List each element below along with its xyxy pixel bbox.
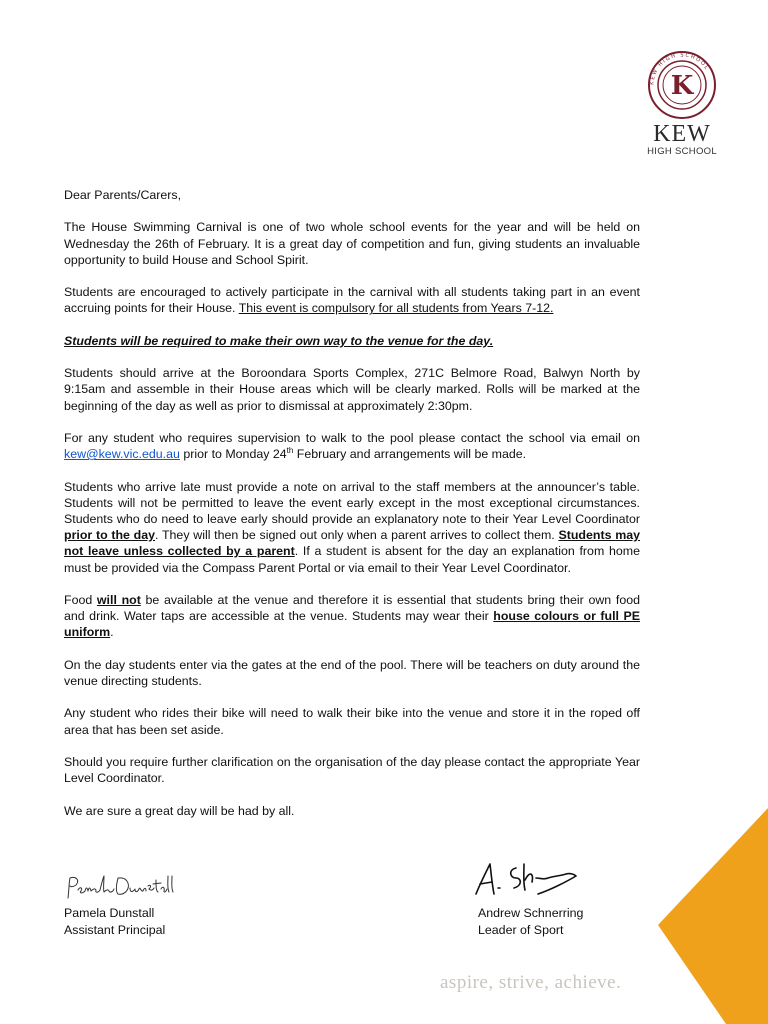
date-suffix: th [286, 446, 294, 456]
paragraph-supervision [64, 430, 640, 462]
will-not-emphasis: will not [96, 592, 141, 607]
signatory-right [478, 905, 583, 939]
letter-body [64, 187, 640, 835]
school-crest-icon [647, 50, 717, 120]
food-mid-text: be available at the venue and therefore it is essential that students bring their own food and drink. Water taps are accessible at the venue. Students may wear their [64, 592, 640, 624]
supervision-text: For any student who requires supervision to walk to the pool please contact the school via email on [64, 430, 640, 445]
collected-by-parent-emphasis: Students may not leave unless collected by a parent [64, 528, 640, 559]
late-arrival-end-text: . If a student is absent for the day an explanation from home must be provided via the Compass Parent Portal or via email to their Year Level Coordinator. [64, 544, 640, 575]
logo-ring-text: KEW HIGH SCHOOL [649, 52, 711, 86]
late-arrival-text: Students who arrive late must provide a note on arrival to the staff members at the announcer’s table. Students will not be permitted to leave the event early except in the most exceptional circumstances. Students who do need to leave early should provide an explanatory note to their Year Level Coordinator [64, 479, 640, 526]
paragraph-bikes: Any student who rides their bike will need to walk their bike into the venue and store it in the roped off area that has been set aside. [64, 706, 640, 737]
paragraph-closing: We are sure a great day will be had by all. [64, 803, 295, 818]
paragraph-arrival: Students should arrive at the Boroondara Sports Complex, 271C Belmore Road, Balwyn North by 9:15am and assemble in their House areas which will be clearly marked. Rolls will be marked at the beginning of the day as well as prior to dismissal at approximately 2:30pm. [64, 366, 640, 413]
paragraph-late-arrival [64, 479, 640, 576]
late-arrival-mid-text: . They will then be signed out only when a parent arrives to collect them. [155, 528, 559, 543]
compulsory-notice: This event is compulsory for all students from Years 7-12. [238, 301, 554, 316]
school-email-link[interactable]: kew@kew.vic.edu.au [64, 447, 180, 462]
signatory-right-title: Leader of Sport [478, 923, 564, 937]
paragraph-travel-notice [64, 333, 640, 349]
logo-letter: K [670, 71, 694, 101]
paragraph-food [64, 592, 640, 641]
logo-subtitle: HIGH SCHOOL [647, 146, 717, 157]
signatory-left [64, 905, 165, 939]
prior-to-day-emphasis: prior to the day [64, 528, 156, 543]
travel-notice: Students will be required to make their own way to the venue for the day. [64, 333, 494, 348]
uniform-emphasis: house colours or full PE uniform [64, 609, 641, 640]
salutation: Dear Parents/Carers, [64, 188, 182, 202]
supervision-end-text: February and arrangements will be made. [293, 447, 527, 462]
food-text: Food [64, 592, 97, 607]
andrew-schnerring-signature [470, 860, 582, 900]
paragraph-entry: On the day students enter via the gates at the end of the pool. There will be teachers on duty around the venue directing students. [64, 657, 640, 688]
participation-text: Students are encouraged to actively participate in the carnival with all students taking part in an event accruing points for their House. [64, 285, 640, 316]
pamela-dunstall-signature [64, 872, 176, 902]
paragraph-intro: The House Swimming Carnival is one of two whole school events for the year and will be held on Wednesday the 26th of February. It is a great day of competition and fun, giving students an invaluable opportunity to build House and School Spirit. [64, 220, 640, 267]
logo-name: KEW [653, 121, 711, 147]
food-end-text: . [110, 625, 114, 640]
signatory-left-name: Pamela Dunstall [64, 906, 155, 920]
supervision-date-text: prior to Monday 24 [179, 447, 287, 462]
signatory-right-name: Andrew Schnerring [478, 906, 584, 920]
signatory-left-title: Assistant Principal [64, 923, 166, 937]
paragraph-participation [64, 284, 640, 316]
school-logo [644, 50, 720, 157]
paragraph-clarification: Should you require further clarification on the organisation of the day please contact the appropriate Year Level Coordinator. [64, 754, 640, 786]
school-motto: aspire, strive, achieve. [440, 972, 622, 993]
